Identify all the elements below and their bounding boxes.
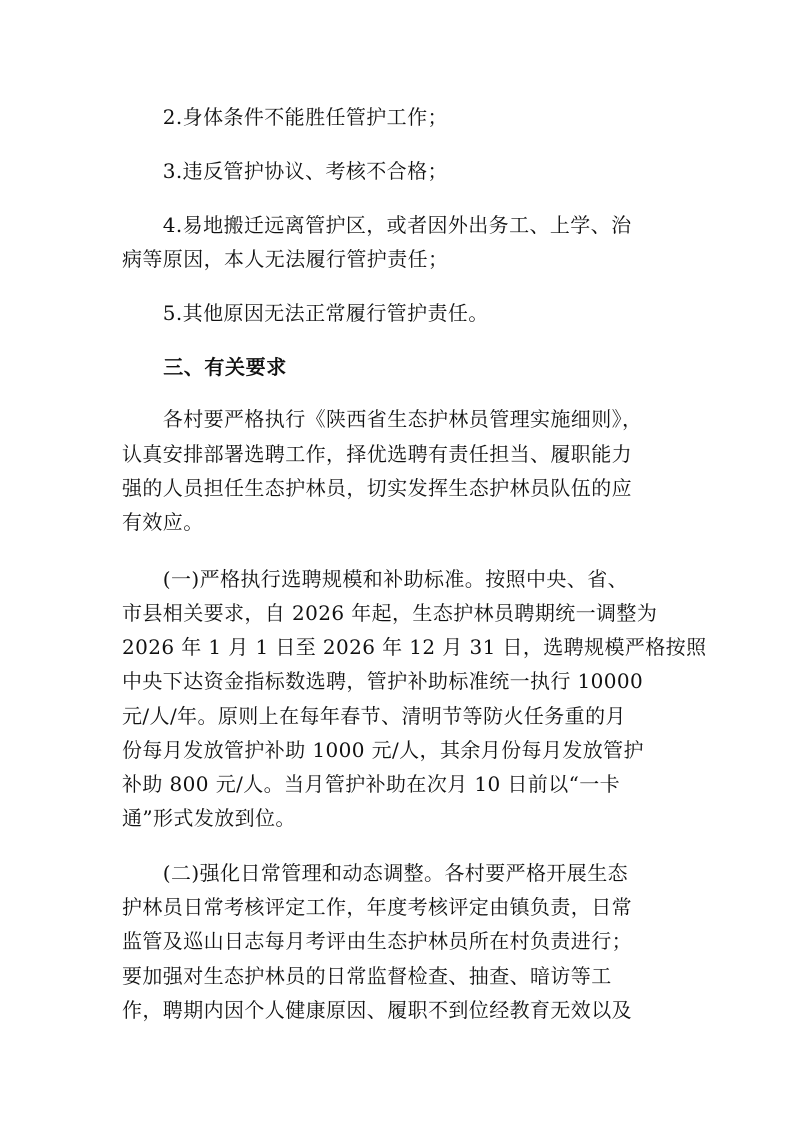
paragraph-1-line-2: 认真安排部署选聘工作，择优选聘有责任担当、履职能力 xyxy=(122,442,632,466)
paragraph-2-line-7: 补助 800 元/人。当月管护补助在次月 10 日前以“一卡 xyxy=(122,772,621,796)
paragraph-3-line-1: (二)强化日常管理和动态调整。各村要严格开展生态 xyxy=(122,861,629,885)
paragraph-3-line-5: 作，聘期内因个人健康原因、履职不到位经教育无效以及 xyxy=(122,998,632,1022)
paragraph-3-line-4: 要加强对生态护林员的日常监督检查、抽查、暗访等工 xyxy=(122,964,612,988)
paragraph-2-line-2: 市县相关要求，自 2026 年起，生态护林员聘期统一调整为 xyxy=(122,601,658,625)
list-item-3: 3.违反管护协议、考核不合格； xyxy=(122,159,448,183)
paragraph-2-line-1: (一)严格执行选聘规模和补助标准。按照中央、省、 xyxy=(122,567,629,591)
list-item-5: 5.其他原因无法正常履行管护责任。 xyxy=(122,301,489,325)
list-item-4-line-1: 4.易地搬迁远离管护区，或者因外出务工、上学、治 xyxy=(122,213,632,237)
paragraph-1-line-1: 各村要严格执行《陕西省生态护林员管理实施细则》， xyxy=(122,407,643,431)
paragraph-1-line-3: 强的人员担任生态护林员，切实发挥生态护林员队伍的应 xyxy=(122,476,632,500)
section-heading: 三、有关要求 xyxy=(122,355,287,379)
paragraph-2-line-6: 份每月发放管护补助 1000 元/人，其余月份每月发放管护 xyxy=(122,738,644,762)
paragraph-2-line-8: 通”形式发放到位。 xyxy=(122,806,296,830)
list-item-4-line-2: 病等原因，本人无法履行管护责任； xyxy=(122,247,449,271)
paragraph-1-line-4: 有效应。 xyxy=(122,510,204,534)
paragraph-2-line-5: 元/人/年。原则上在每年春节、清明节等防火任务重的月 xyxy=(122,704,626,728)
paragraph-3-line-3: 监管及巡山日志每月考评由生态护林员所在村负责进行； xyxy=(122,929,632,953)
paragraph-3-line-2: 护林员日常考核评定工作，年度考核评定由镇负责，日常 xyxy=(122,895,632,919)
paragraph-2-line-4: 中央下达资金指标数选聘，管护补助标准统一执行 10000 xyxy=(122,669,644,693)
paragraph-2-line-3: 2026 年 1 月 1 日至 2026 年 12 月 31 日，选聘规模严格按照 xyxy=(122,635,707,659)
list-item-2: 2.身体条件不能胜任管护工作； xyxy=(122,105,448,129)
